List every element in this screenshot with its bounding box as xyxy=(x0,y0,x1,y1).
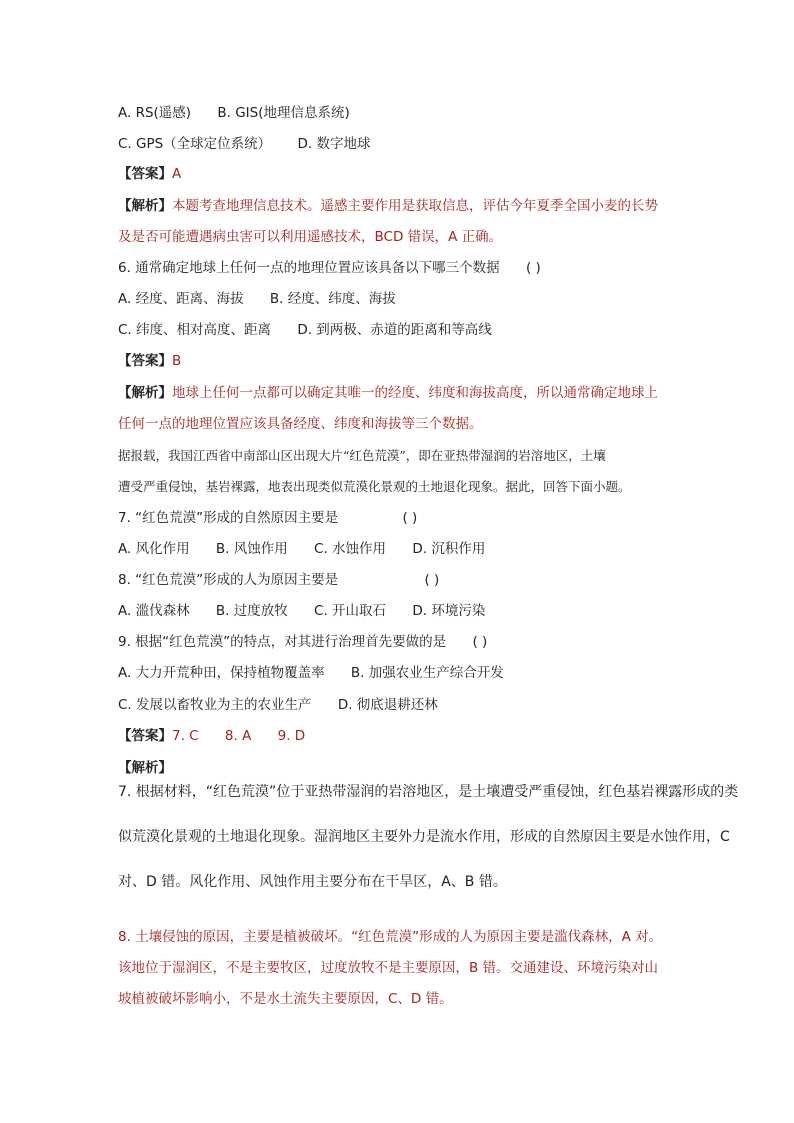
q9-option-a: A. 大力开荒种田，保持植物覆盖率 xyxy=(118,665,325,681)
material-line-2: 遭受严重侵蚀，基岩裸露，地表出现类似荒漠化景观的土地退化现象。据此，回答下面小题。 xyxy=(118,479,631,494)
q8-stem xyxy=(118,571,439,589)
q6-analysis-line-1 xyxy=(118,384,658,402)
q5-answer xyxy=(118,165,181,183)
q7-option-b: B. 风蚀作用 xyxy=(215,541,288,557)
q8-stem-text: 8. “红色荒漠”形成的人为原因主要是 xyxy=(118,572,339,588)
analysis-label: 【解析】 xyxy=(118,760,172,776)
q5-analysis-text-1: 本题考查地理信息技术。遥感主要作用是获取信息，评估今年夏季全国小麦的长势 xyxy=(172,198,658,214)
q5-options-row1 xyxy=(118,104,350,122)
q6-options-row2 xyxy=(118,321,492,339)
q6-answer xyxy=(118,352,181,370)
q6-analysis-label: 【解析】 xyxy=(118,385,172,401)
q8-option-a: A. 滥伐森林 xyxy=(118,603,190,619)
analysis-8-line-3: 坡植被破坏影响小，不是水土流失主要原因，C、D 错。 xyxy=(118,991,453,1007)
q5-option-b: B. GIS(地理信息系统) xyxy=(217,105,350,121)
q8-option-c: C. 开山取石 xyxy=(314,603,387,619)
q7-option-a: A. 风化作用 xyxy=(118,541,190,557)
analysis-8-line-1: 8. 土壤侵蚀的原因，主要是植被破坏。“红色荒漠”形成的人为原因主要是滥伐森林，A 对。 xyxy=(118,929,663,945)
q8-option-d: D. 环境污染 xyxy=(412,603,486,619)
analysis-7-line-2: 似荒漠化景观的土地退化现象。湿润地区主要外力是流水作用，形成的自然原因主要是水蚀作用，C xyxy=(118,829,730,845)
q6-analysis-line-2: 任何一点的地理位置应该具备经度、纬度和海拔等三个数据。 xyxy=(118,416,483,432)
q6-answer-label: 【答案】 xyxy=(118,353,172,369)
q9-stem-text: 9. 根据“红色荒漠”的特点，对其进行治理首先要做的是 xyxy=(118,634,447,650)
q7-option-d: D. 沉积作用 xyxy=(412,541,486,557)
q9-option-d: D. 彻底退耕还林 xyxy=(337,697,438,713)
answers-7-9 xyxy=(118,727,305,745)
q5-answer-label: 【答案】 xyxy=(118,166,172,182)
q9-paren: ( ) xyxy=(472,634,488,650)
q6-option-d: D. 到两极、赤道的距离和等高线 xyxy=(297,322,492,338)
q7-paren: ( ) xyxy=(402,510,418,526)
q5-option-a: A. RS(遥感) xyxy=(118,105,192,121)
q5-analysis-label: 【解析】 xyxy=(118,198,172,214)
q5-option-d: D. 数字地球 xyxy=(297,136,371,152)
q8-paren: ( ) xyxy=(424,572,440,588)
q7-option-c: C. 水蚀作用 xyxy=(314,541,387,557)
q5-analysis-line-1 xyxy=(118,197,658,215)
q8-option-b: B. 过度放牧 xyxy=(215,603,288,619)
q9-option-b: B. 加强农业生产综合开发 xyxy=(350,665,504,681)
q5-analysis-line-2: 及是否可能遭遇病虫害可以利用遥感技术，BCD 错误，A 正确。 xyxy=(118,229,503,245)
analysis-8-line-2: 该地位于湿润区，不是主要牧区，过度放牧不是主要原因，B 错。交通建设、环境污染对山 xyxy=(118,960,659,976)
q6-answer-value: B xyxy=(172,353,182,369)
q7-stem xyxy=(118,509,417,527)
q6-analysis-text-1: 地球上任何一点都可以确定其唯一的经度、纬度和海拔高度，所以通常确定地球上 xyxy=(172,385,658,401)
q9-options-row2 xyxy=(118,696,438,714)
material-line-1: 据报载，我国江西省中南部山区出现大片“红色荒漠”，即在亚热带湿润的岩溶地区，土壤 xyxy=(118,448,606,463)
q6-stem-text: 6. 通常确定地球上任何一点的地理位置应该具备以下哪三个数据 xyxy=(118,260,500,276)
q5-answer-value: A xyxy=(172,166,182,182)
answer-9: 9. D xyxy=(277,728,306,744)
q5-options-row2 xyxy=(118,135,370,153)
q6-option-a: A. 经度、距离、海拔 xyxy=(118,291,244,307)
q5-option-c: C. GPS（全球定位系统） xyxy=(118,136,272,152)
analysis-7-line-1: 7. 根据材料，“红色荒漠”位于亚热带湿润的岩溶地区，是土壤遭受严重侵蚀，红色基岩裸露形成的类 xyxy=(118,784,739,800)
q7-options xyxy=(118,540,485,558)
q6-paren: ( ) xyxy=(525,260,541,276)
q6-options-row1 xyxy=(118,290,396,308)
analysis-7-line-3: 对、D 错。风化作用、风蚀作用主要分布在干旱区，A、B 错。 xyxy=(118,874,507,890)
q9-option-c: C. 发展以畜牧业为主的农业生产 xyxy=(118,697,312,713)
q9-options-row1 xyxy=(118,664,504,682)
answers-label: 【答案】 xyxy=(118,728,172,744)
answer-8: 8. A xyxy=(224,728,252,744)
q6-stem xyxy=(118,259,541,277)
q9-stem xyxy=(118,633,487,651)
answer-7: 7. C xyxy=(172,728,199,744)
q7-stem-text: 7. “红色荒漠”形成的自然原因主要是 xyxy=(118,510,339,526)
q6-option-c: C. 纬度、相对高度、距离 xyxy=(118,322,272,338)
q8-options xyxy=(118,602,485,620)
q6-option-b: B. 经度、纬度、海拔 xyxy=(269,291,396,307)
